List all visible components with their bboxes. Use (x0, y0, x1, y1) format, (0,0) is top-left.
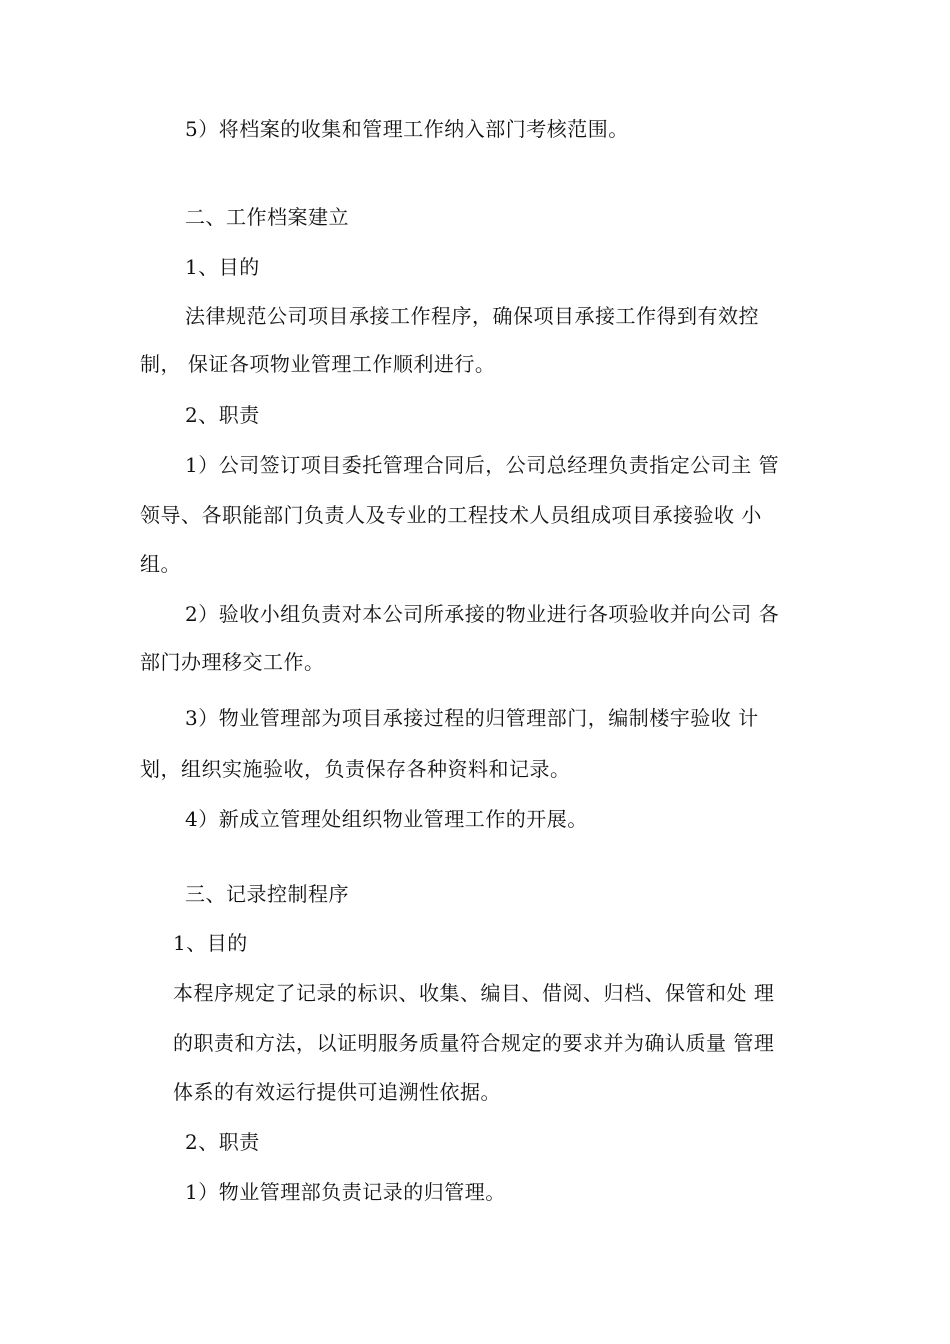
text-line: 领导、各职能部门负责人及专业的工程技术人员组成项目承接验收 小 (140, 503, 762, 527)
subsection-heading: 1、目的 (185, 255, 260, 279)
text-line: 划，组织实施验收，负责保存各种资料和记录。 (140, 757, 571, 781)
subsection-heading: 2、职责 (185, 1130, 260, 1154)
section-heading: 三、记录控制程序 (185, 882, 349, 906)
text-line: 的职责和方法，以证明服务质量符合规定的要求并为确认质量 管理 (173, 1031, 775, 1055)
text-line: 体系的有效运行提供可追溯性依据。 (173, 1080, 501, 1104)
text-line: 3）物业管理部为项目承接过程的归管理部门，编制楼宇验收 计 (185, 706, 759, 730)
subsection-heading: 2、职责 (185, 403, 260, 427)
text-line: 5）将档案的收集和管理工作纳入部门考核范围。 (185, 117, 629, 141)
text-line: 本程序规定了记录的标识、收集、编目、借阅、归档、保管和处 理 (173, 981, 775, 1005)
text-line: 2）验收小组负责对本公司所承接的物业进行各项验收并向公司 各 (185, 602, 780, 626)
text-line: 部门办理移交工作。 (140, 650, 325, 674)
text-line: 4）新成立管理处组织物业管理工作的开展。 (185, 807, 588, 831)
text-line: 组。 (140, 552, 181, 576)
text-line: 1）物业管理部负责记录的归管理。 (185, 1180, 506, 1204)
subsection-heading: 1、目的 (173, 931, 248, 955)
text-line: 1）公司签订项目委托管理合同后，公司总经理负责指定公司主 管 (185, 453, 780, 477)
text-line: 制， 保证各项物业管理工作顺利进行。 (140, 352, 496, 376)
section-heading: 二、工作档案建立 (185, 205, 349, 229)
text-line: 法律规范公司项目承接工作程序，确保项目承接工作得到有效控 (185, 304, 759, 328)
